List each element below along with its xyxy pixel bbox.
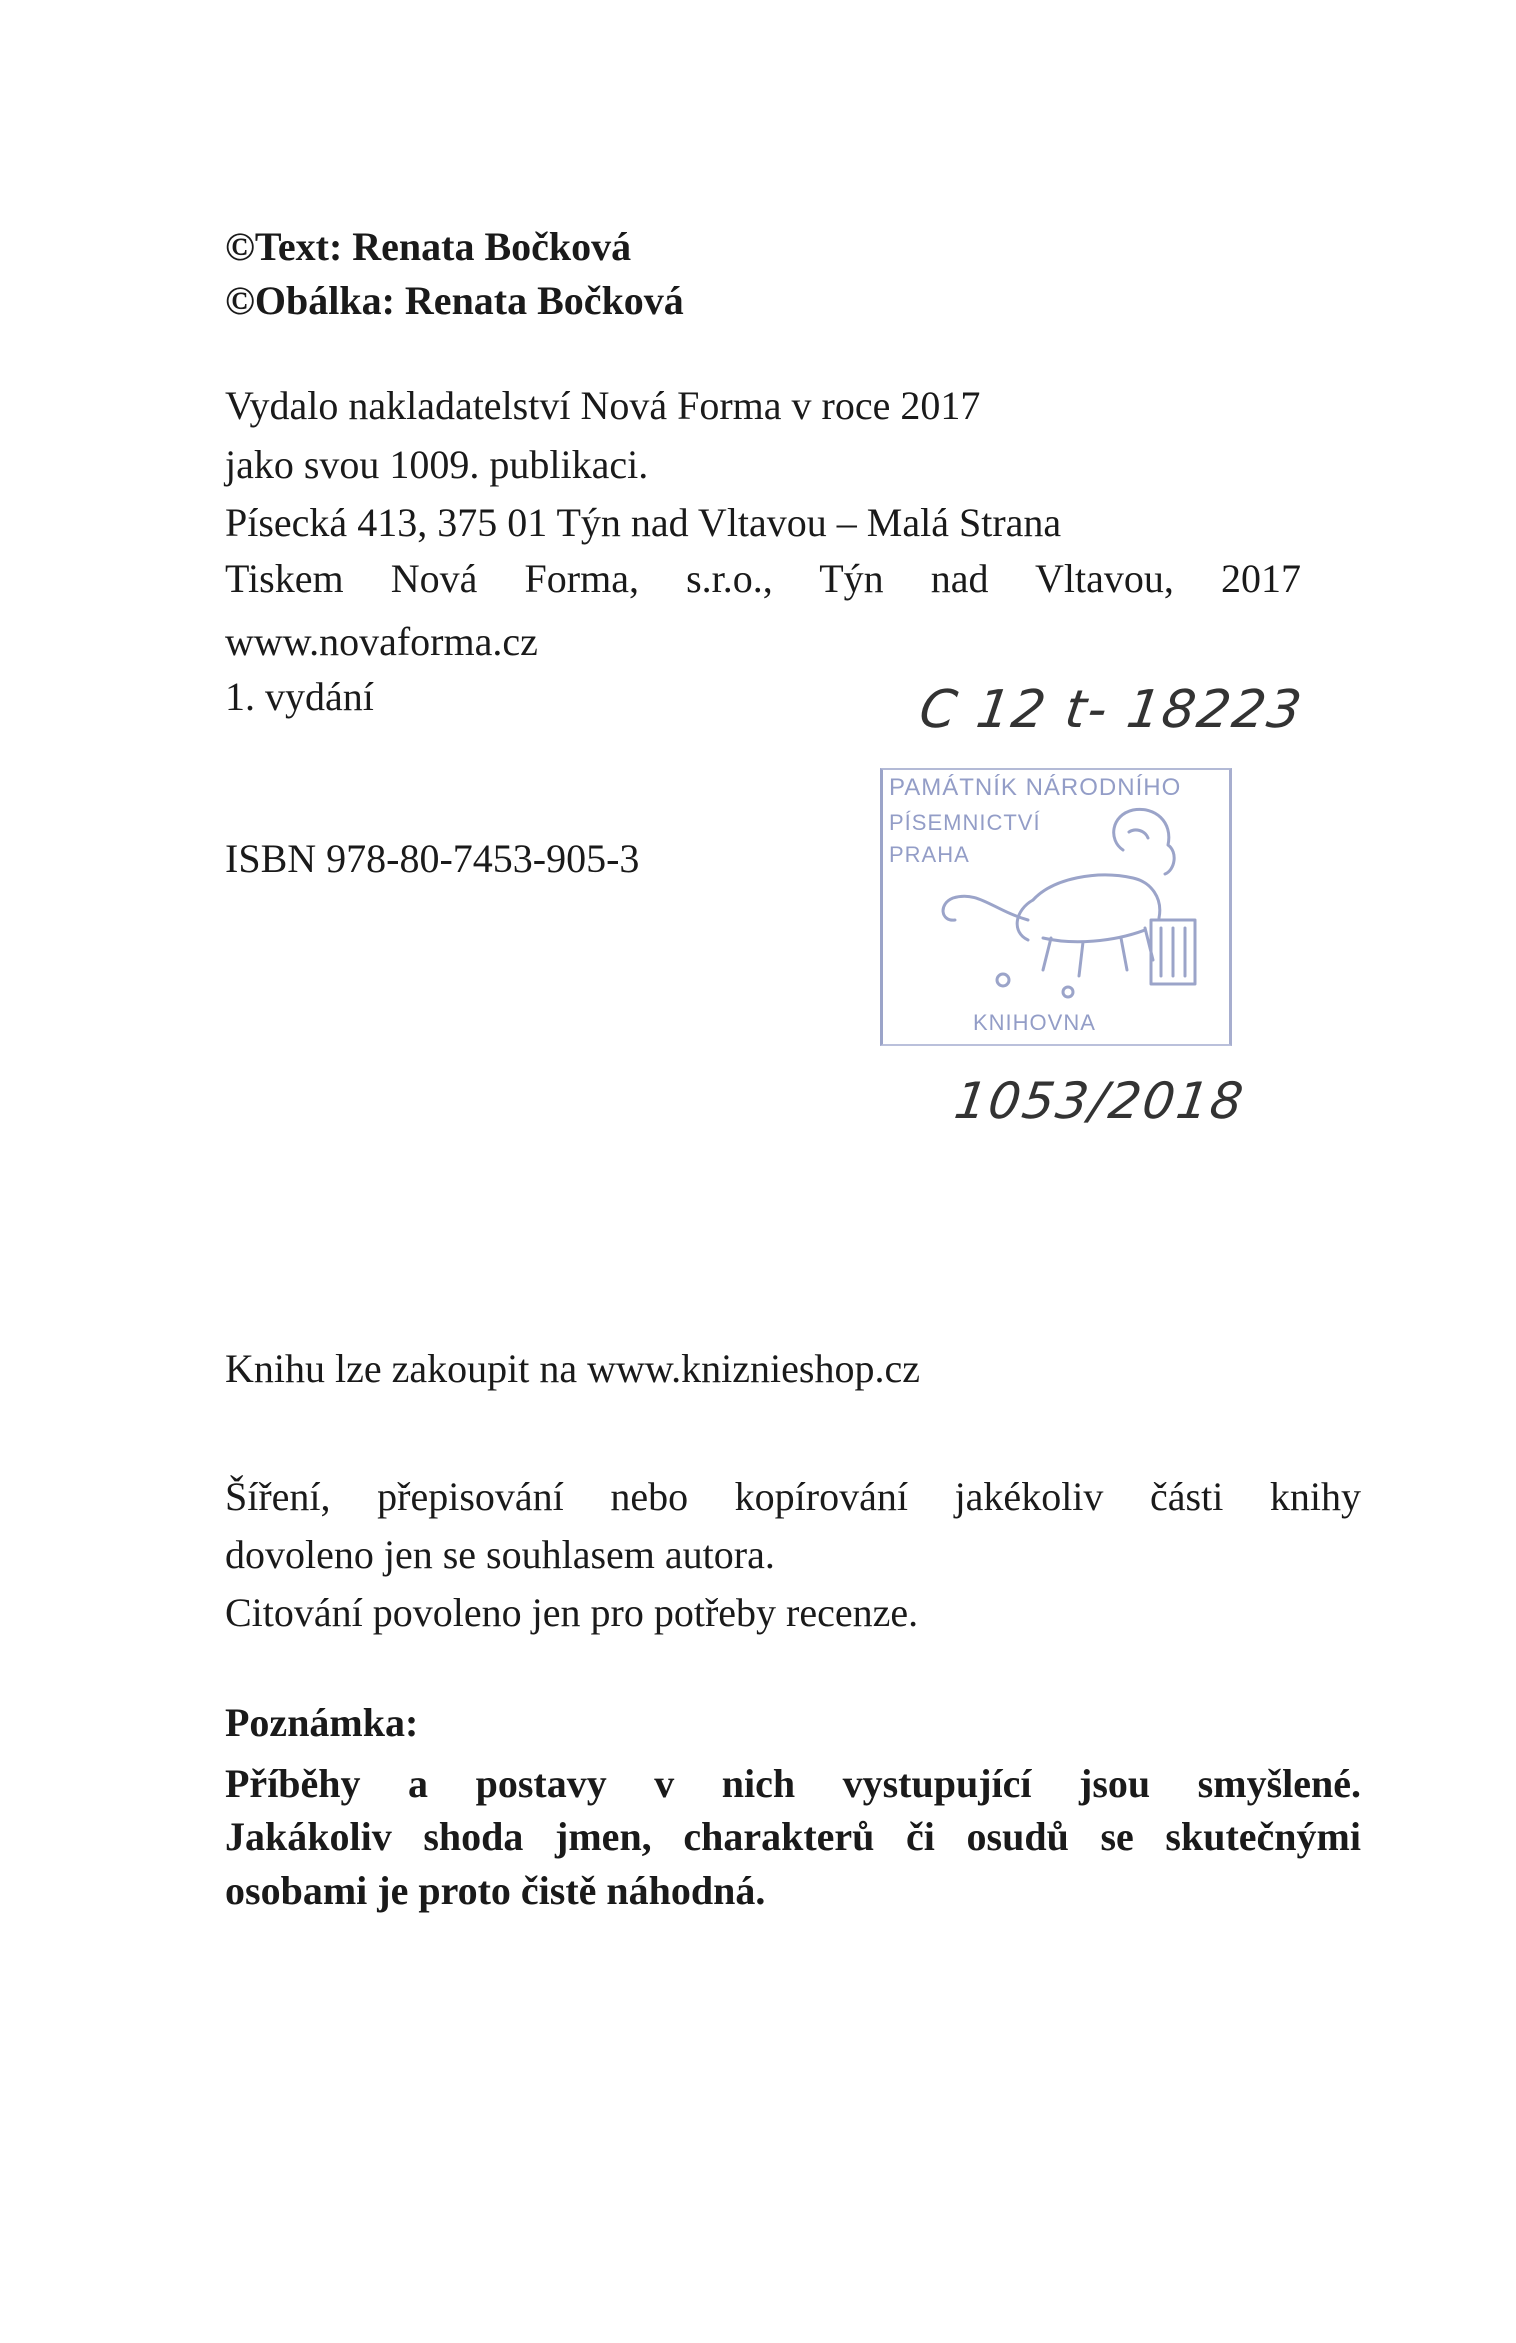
shop-info: Knihu lze zakoupit na www.kniznieshop.cz: [225, 1346, 920, 1391]
handwritten-accession-number: 1053/2018: [950, 1072, 1249, 1130]
printer-line: Tiskem Nová Forma, s.r.o., Týn nad Vltavou, 2017: [225, 556, 1301, 601]
rights-line-1: Šíření, přepisování nebo kopírování jakékoliv části knihy: [225, 1474, 1361, 1519]
publication-number: jako svou 1009. publikaci.: [225, 442, 649, 487]
publisher-website: www.novaforma.cz: [225, 619, 538, 664]
stamp-line-1: PAMÁTNÍK NÁRODNÍHO: [889, 774, 1182, 801]
rights-line-3: Citování povoleno jen pro potřeby recenze.: [225, 1590, 919, 1635]
stamp-line-2: PÍSEMNICTVÍ: [889, 810, 1041, 835]
copyright-text: ©Text: Renata Bočková: [225, 224, 632, 269]
lion-emblem-icon: [883, 770, 1235, 1048]
note-line-3: osobami je proto čistě náhodná.: [225, 1868, 766, 1913]
note-line-1: Příběhy a postavy v nich vystupující jsou smyšlené.: [225, 1761, 1361, 1806]
note-line-2: Jakákoliv shoda jmen, charakterů či osudů se skutečnými: [225, 1814, 1361, 1859]
copyright-cover: ©Obálka: Renata Bočková: [225, 278, 684, 323]
publisher-line: Vydalo nakladatelství Nová Forma v roce 2017: [225, 383, 981, 428]
stamp-line-3: PRAHA: [889, 842, 970, 867]
edition: 1. vydání: [225, 674, 374, 719]
publisher-address: Písecká 413, 375 01 Týn nad Vltavou – Malá Strana: [225, 500, 1062, 545]
stamp-line-4: KNIHOVNA: [973, 1010, 1096, 1035]
note-heading: Poznámka:: [225, 1700, 419, 1745]
rights-line-2: dovoleno jen se souhlasem autora.: [225, 1532, 775, 1577]
handwritten-catalog-number: C 12 t- 18223: [915, 680, 1307, 740]
isbn: ISBN 978-80-7453-905-3: [225, 836, 640, 881]
library-stamp: [880, 768, 1232, 1046]
